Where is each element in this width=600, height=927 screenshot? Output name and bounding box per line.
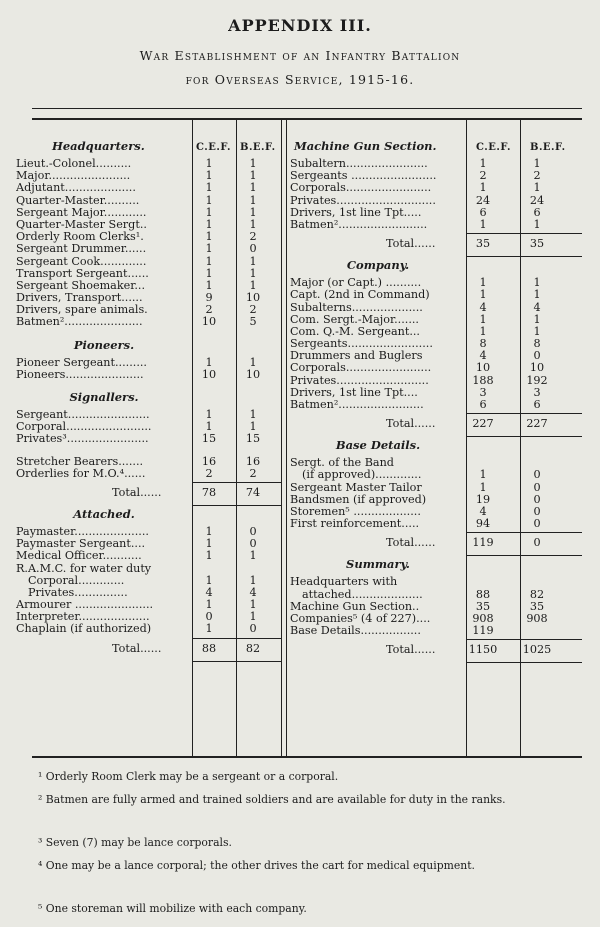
footnote-2: ² Batmen are fully armed and trained soldiers and are available for duty in the ranks. <box>38 793 506 806</box>
cef-value: 1 <box>479 312 487 326</box>
row-label: Sergeants........................ <box>290 338 433 351</box>
footnote-5: ⁵ One storeman will mobilize with each company. <box>38 902 307 915</box>
row-label: Pioneers...................... <box>16 368 144 381</box>
row-label: First reinforcement..... <box>290 518 420 531</box>
row-label: Subalterns.................... <box>290 301 423 314</box>
cef-value: 1 <box>205 598 213 612</box>
cef-value: 1 <box>205 420 213 434</box>
bef-value: 0 <box>533 517 541 531</box>
cef-value: 1 <box>205 573 213 587</box>
row-label: Corporal............. <box>28 574 125 587</box>
row-label: Drivers, spare animals. <box>16 304 148 317</box>
row-label: Armourer ...................... <box>16 599 154 612</box>
bef-value: 0 <box>249 242 257 256</box>
cef-value: 8 <box>479 337 487 351</box>
cef-value: 1 <box>205 254 213 268</box>
footnote-4: ⁴ One may be a lance corporal; the other drives the cart for medical equipment. <box>38 859 475 872</box>
cef-value: 1 <box>205 408 213 421</box>
attached-row <box>16 623 282 635</box>
row-label: Corporals........................ <box>290 182 432 195</box>
bef-value: 1 <box>249 266 257 280</box>
row-label: Base Details................. <box>290 625 421 638</box>
row-label: Drivers, Transport...... <box>16 292 143 305</box>
total-rule <box>466 256 582 257</box>
total-rule <box>466 233 582 234</box>
total-label: Total...... <box>386 417 436 431</box>
total-cef: 78 <box>201 485 217 499</box>
col-header-cef: C.E.F. <box>196 142 231 153</box>
bottom-rule <box>32 756 582 758</box>
row-label: Sergeant Shoemaker... <box>16 279 146 292</box>
bef-value: 1 <box>249 254 257 268</box>
row-label: Transport Sergeant...... <box>16 267 149 280</box>
cef-value: 188 <box>472 373 494 387</box>
cef-value: 1 <box>205 266 213 280</box>
right-table <box>290 138 582 665</box>
cef-value: 1 <box>479 324 487 338</box>
misc-row <box>16 468 282 480</box>
bef-value: 1 <box>533 157 541 170</box>
total-label: Total...... <box>112 485 162 499</box>
total-label: Total...... <box>386 536 436 550</box>
bef-value: 0 <box>533 468 541 482</box>
misc-row <box>16 456 282 468</box>
bef-value: 8 <box>533 337 541 351</box>
cef-value: 19 <box>475 492 491 506</box>
row-label: Interpreter.................... <box>16 611 150 624</box>
attached-row <box>16 599 282 611</box>
top-rule <box>32 108 582 109</box>
bef-value: 35 <box>529 599 545 613</box>
section-attached: Attached. <box>73 506 135 521</box>
total-rule <box>192 661 282 662</box>
cef-value: 10 <box>201 367 217 381</box>
bef-value: 4 <box>249 585 257 599</box>
headquarters-row <box>16 304 282 316</box>
row-label: Sergeant Master Tailor <box>290 481 422 494</box>
bef-value: 1 <box>249 181 257 195</box>
total-bef: 0 <box>533 536 541 550</box>
total-cef: 119 <box>472 536 494 550</box>
total-row <box>16 636 282 664</box>
row-label: Drivers, 1st line Tpt..... <box>290 206 422 219</box>
row-label: Paymaster Sergeant.... <box>16 538 146 551</box>
cef-value: 0 <box>205 610 213 624</box>
section-machine-gun: Machine Gun Section. <box>294 139 437 153</box>
cef-value: 2 <box>205 466 213 480</box>
signallers-row <box>16 409 282 421</box>
cef-value: 24 <box>475 193 491 207</box>
row-label: Privates............... <box>28 586 128 599</box>
row-label: Adjutant.................... <box>16 182 136 195</box>
summary-row <box>290 625 582 637</box>
bef-value: 0 <box>533 492 541 506</box>
total-row <box>16 480 282 508</box>
cef-value: 1 <box>479 468 487 482</box>
bef-value: 1 <box>249 573 257 587</box>
cef-value: 10 <box>475 361 491 375</box>
row-label: Major....................... <box>16 170 131 183</box>
total-rule <box>192 505 282 506</box>
bef-value: 16 <box>245 454 261 468</box>
headquarters-row <box>16 231 282 243</box>
bef-value: 192 <box>526 373 548 387</box>
cef-value: 1 <box>205 193 213 207</box>
col-header-bef: B.E.F. <box>530 142 566 153</box>
cef-value: 1 <box>205 549 213 563</box>
row-label: Sergeant Major............ <box>16 206 147 219</box>
row-label: Privates............................ <box>290 194 436 207</box>
row-label: Paymaster..................... <box>16 525 149 538</box>
company-row <box>290 302 582 314</box>
row-label: Com. Sergt.-Major....... <box>290 313 419 326</box>
row-label: Drivers, 1st line Tpt.... <box>290 386 418 399</box>
row-label: Bandsmen (if approved) <box>290 493 427 506</box>
row-label: Companies⁵ (4 of 227).... <box>290 612 431 625</box>
headquarters-row <box>16 182 282 194</box>
bef-value: 10 <box>245 291 261 305</box>
bef-value: 1 <box>533 276 541 290</box>
total-rule <box>466 532 582 533</box>
row-label: Headquarters with <box>290 576 398 589</box>
base-details-row <box>290 482 582 494</box>
bef-value: 1 <box>249 205 257 219</box>
total-bef: 35 <box>529 237 545 251</box>
section-headquarters: Headquarters. <box>52 139 145 153</box>
machine-gun-row <box>290 219 582 231</box>
cef-value: 4 <box>205 585 213 599</box>
total-rule <box>466 436 582 437</box>
signallers-row <box>16 433 282 445</box>
bef-value: 1 <box>533 312 541 326</box>
total-cef: 35 <box>475 237 491 251</box>
attached-row <box>16 611 282 623</box>
appendix-title: APPENDIX III. <box>228 16 372 35</box>
row-label: Corporals........................ <box>290 362 432 375</box>
bef-value: 24 <box>529 193 545 207</box>
cef-value: 1 <box>479 217 487 231</box>
row-label: Sergeant....................... <box>16 409 150 421</box>
bef-value: 1 <box>249 355 257 369</box>
row-label: Storemen⁵ ................... <box>290 505 421 518</box>
cef-value: 4 <box>479 504 487 518</box>
row-label: Capt. (2nd in Command) <box>290 289 430 302</box>
machine-gun-row <box>290 195 582 207</box>
bef-value: 15 <box>245 432 261 446</box>
bef-value: 4 <box>533 300 541 314</box>
row-label: Quarter-Master Sergt.. <box>16 218 147 231</box>
cef-value: 88 <box>475 587 491 601</box>
summary-row <box>290 613 582 625</box>
cef-value: 119 <box>472 624 494 638</box>
row-label: Privates.......................... <box>290 374 429 387</box>
total-cef: 88 <box>201 641 217 655</box>
cef-value: 6 <box>479 398 487 411</box>
total-label: Total...... <box>386 643 436 657</box>
headquarters-row <box>16 316 282 328</box>
row-label: Privates³....................... <box>16 433 149 446</box>
top-rule-thick <box>32 118 582 120</box>
bef-value: 1 <box>249 408 257 421</box>
total-label: Total...... <box>112 641 162 655</box>
bef-value: 1 <box>249 610 257 624</box>
attached-row <box>16 563 282 575</box>
cef-value: 1 <box>205 242 213 256</box>
signallers-row <box>16 421 282 433</box>
total-rule <box>466 555 582 556</box>
cef-value: 1 <box>205 157 213 170</box>
row-label: Orderlies for M.O.⁴...... <box>16 467 146 480</box>
total-row <box>290 231 582 259</box>
bef-value: 1 <box>249 193 257 207</box>
section-signallers: Signallers. <box>69 390 139 404</box>
section-company: Company. <box>346 258 410 273</box>
base-details-row <box>290 518 582 530</box>
total-rule <box>466 639 582 640</box>
bef-value: 3 <box>533 385 541 399</box>
left-table <box>16 138 282 664</box>
bef-value: 908 <box>526 611 548 625</box>
cef-value: 1 <box>205 217 213 231</box>
footnote-1: ¹ Orderly Room Clerk may be a sergeant or a corporal. <box>38 770 339 783</box>
bef-value: 1 <box>249 420 257 434</box>
row-label: Batmen²........................ <box>290 399 424 411</box>
total-rule <box>466 662 582 663</box>
bef-value: 6 <box>533 398 541 411</box>
row-label: Sergeant Drummer...... <box>16 243 147 256</box>
cef-value: 1 <box>205 169 213 183</box>
section-base-details: Base Details. <box>335 438 421 453</box>
bef-value: 1 <box>249 157 257 170</box>
section-pioneers: Pioneers. <box>73 337 135 352</box>
row-label: Machine Gun Section.. <box>290 600 420 613</box>
row-label: R.A.M.C. for water duty <box>16 562 152 575</box>
row-label: Major (or Capt.) .......... <box>290 277 422 290</box>
headquarters-row <box>16 195 282 207</box>
company-row <box>290 399 582 411</box>
cef-value: 35 <box>475 599 491 613</box>
headquarters-row <box>16 256 282 268</box>
col-rule <box>286 120 287 756</box>
cef-value: 1 <box>479 480 487 494</box>
table-subtitle-line1: War Establishment of an Infantry Battalion <box>139 48 461 63</box>
cef-value: 1 <box>479 157 487 170</box>
row-label: Quarter-Master.......... <box>16 194 140 207</box>
bef-value: 0 <box>249 524 257 538</box>
total-label: Total...... <box>386 237 436 251</box>
total-bef: 227 <box>526 417 548 431</box>
total-rule <box>192 638 282 639</box>
headquarters-row <box>16 292 282 304</box>
total-cef: 1150 <box>468 643 498 657</box>
row-label: Sergeant Cook............. <box>16 255 147 268</box>
bef-value: 0 <box>533 349 541 363</box>
attached-row <box>16 538 282 550</box>
company-row <box>290 375 582 387</box>
row-label: Subaltern....................... <box>290 158 428 170</box>
row-label: Sergt. of the Band <box>290 457 394 470</box>
summary-row <box>290 589 582 601</box>
total-bef: 82 <box>245 641 261 655</box>
cef-value: 2 <box>205 303 213 317</box>
attached-row <box>16 526 282 538</box>
attached-row <box>16 587 282 599</box>
cef-value: 1 <box>205 355 213 369</box>
cef-value: 1 <box>205 524 213 538</box>
row-label: Sergeants ........................ <box>290 170 437 183</box>
bef-value: 1 <box>533 181 541 195</box>
row-label: Drummers and Buglers <box>290 350 423 363</box>
footnote-3: ³ Seven (7) may be lance corporals. <box>38 836 232 849</box>
cef-value: 1 <box>205 622 213 636</box>
cef-value: 1 <box>479 288 487 302</box>
attached-row <box>16 575 282 587</box>
row-label: Batmen²...................... <box>16 316 143 329</box>
bef-value: 5 <box>249 315 257 329</box>
cef-value: 4 <box>479 349 487 363</box>
cef-value: 15 <box>201 432 217 446</box>
bef-value: 1 <box>249 169 257 183</box>
bef-value: 0 <box>249 537 257 551</box>
cef-value: 1 <box>205 230 213 244</box>
headquarters-row <box>16 219 282 231</box>
bef-value: 0 <box>533 480 541 494</box>
row-label: Orderly Room Clerks¹. <box>16 231 144 244</box>
headquarters-row <box>16 280 282 292</box>
bef-value: 1 <box>249 217 257 231</box>
summary-row <box>290 576 582 588</box>
attached-row <box>16 550 282 562</box>
bef-value: 1 <box>249 549 257 563</box>
cef-value: 6 <box>479 205 487 219</box>
cef-value: 94 <box>475 517 491 531</box>
company-row <box>290 289 582 301</box>
headquarters-row <box>16 170 282 182</box>
cef-value: 1 <box>479 276 487 290</box>
machine-gun-row <box>290 182 582 194</box>
row-label: Pioneer Sergeant......... <box>16 356 147 369</box>
total-bef: 74 <box>245 485 261 499</box>
cef-value: 1 <box>205 278 213 292</box>
cef-value: 1 <box>205 181 213 195</box>
bef-value: 6 <box>533 205 541 219</box>
row-label: Batmen²......................... <box>290 218 428 231</box>
bef-value: 1 <box>533 288 541 302</box>
cef-value: 1 <box>205 537 213 551</box>
pioneers-row <box>16 369 282 381</box>
total-row <box>290 530 582 558</box>
bef-value: 2 <box>249 466 257 480</box>
bef-value: 2 <box>249 230 257 244</box>
cef-value: 10 <box>201 315 217 329</box>
bef-value: 10 <box>529 361 545 375</box>
base-details-row <box>290 469 582 481</box>
cef-value: 908 <box>472 611 494 625</box>
bef-value: 1 <box>533 324 541 338</box>
row-label: (if approved)............. <box>302 469 422 482</box>
cef-value: 3 <box>479 385 487 399</box>
row-label: attached.................... <box>302 588 423 601</box>
row-label: Corporal........................ <box>16 421 152 434</box>
total-row <box>290 637 582 665</box>
cef-value: 1 <box>479 181 487 195</box>
pioneers-row <box>16 357 282 369</box>
headquarters-row <box>16 268 282 280</box>
bef-value: 2 <box>533 169 541 183</box>
bef-value: 10 <box>245 367 261 381</box>
cef-value: 4 <box>479 300 487 314</box>
col-header-cef: C.E.F. <box>476 142 511 153</box>
cef-value: 1 <box>205 205 213 219</box>
bef-value: 2 <box>249 303 257 317</box>
row-label: Lieut.-Colonel.......... <box>16 158 132 170</box>
bef-value: 0 <box>249 622 257 636</box>
row-label: Chaplain (if authorized) <box>16 623 152 636</box>
total-rule <box>192 482 282 483</box>
row-label: Stretcher Bearers....... <box>16 455 144 468</box>
col-header-bef: B.E.F. <box>240 142 276 153</box>
bef-value: 1 <box>533 217 541 231</box>
headquarters-row <box>16 243 282 255</box>
cef-value: 2 <box>479 169 487 183</box>
row-label: Medical Officer........... <box>16 550 142 563</box>
company-row <box>290 362 582 374</box>
total-rule <box>466 413 582 414</box>
headquarters-row <box>16 158 282 170</box>
headquarters-row <box>16 207 282 219</box>
cef-value: 16 <box>201 454 217 468</box>
table-subtitle-line2: for Overseas Service, 1915-16. <box>185 72 415 87</box>
row-label: Com. Q.-M. Sergeant... <box>290 325 420 338</box>
section-summary: Summary. <box>346 557 410 572</box>
bef-value: 1 <box>249 598 257 612</box>
bef-value: 1 <box>249 278 257 292</box>
total-bef: 1025 <box>522 643 552 657</box>
bef-value: 0 <box>533 504 541 518</box>
total-cef: 227 <box>472 417 494 431</box>
total-row <box>290 411 582 439</box>
cef-value: 9 <box>205 291 213 305</box>
bef-value: 82 <box>529 587 545 601</box>
